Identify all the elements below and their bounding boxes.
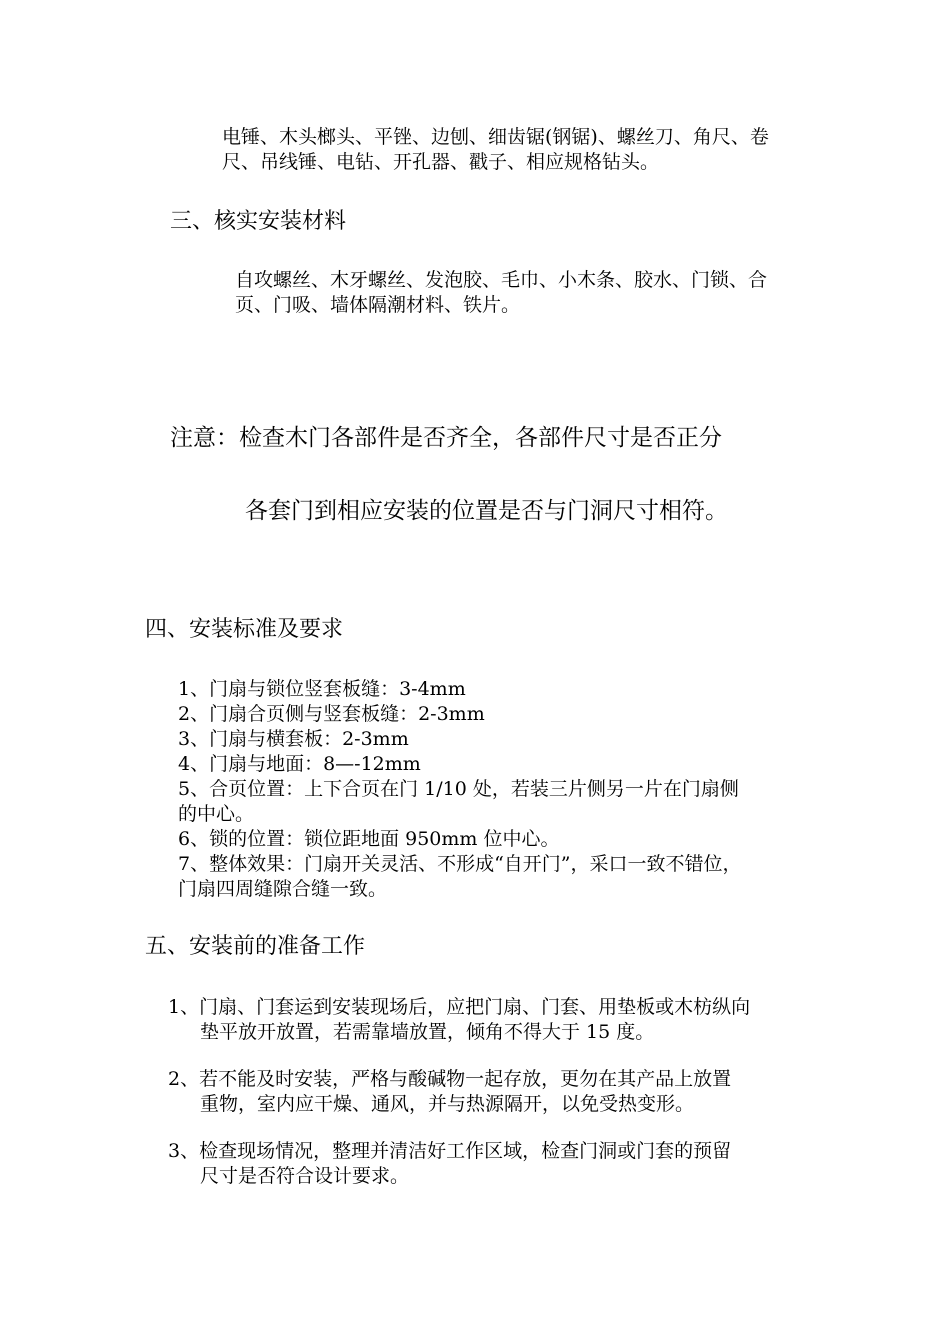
notice-line-1: 注意：检查木门各部件是否齐全，各部件尺寸是否正分 <box>170 425 722 451</box>
standards-line-1: 1、门扇与锁位竖套板缝：3-4mm <box>178 678 466 700</box>
standards-line-8: 7、整体效果：门扇开关灵活、不形成“自开门”，采口一致不错位， <box>178 853 742 875</box>
tools-line-1: 电锤、木头榔头、平锉、边刨、细齿锯(钢锯)、螺丝刀、角尺、卷 <box>222 126 769 148</box>
notice-line-2: 各套门到相应安装的位置是否与门洞尺寸相符。 <box>245 498 728 524</box>
tools-line-2: 尺、吊线锤、电钻、开孔器、戳子、相应规格钻头。 <box>222 151 660 173</box>
prep-item-1 <box>168 995 750 1045</box>
standards-line-6: 的中心。 <box>178 803 255 825</box>
prep-item-3-line-2: 尺寸是否符合设计要求。 <box>200 1165 410 1187</box>
prep-item-3-line-1: 3、检查现场情况，整理并清洁好工作区域，检查门洞或门套的预留 <box>168 1140 732 1162</box>
standards-line-3: 3、门扇与横套板：2-3mm <box>178 728 409 750</box>
materials-paragraph <box>235 268 767 318</box>
prep-item-3 <box>168 1139 731 1189</box>
standards-line-7: 6、锁的位置：锁位距地面 950mm 位中心。 <box>178 828 560 850</box>
standards-line-5: 5、合页位置：上下合页在门 1/10 处，若装三片侧另一片在门扇侧 <box>178 778 739 800</box>
prep-item-1-line-2: 垫平放开放置，若需靠墙放置，倾角不得大于 15 度。 <box>200 1021 655 1043</box>
standards-line-2: 2、门扇合页侧与竖套板缝：2-3mm <box>178 703 485 725</box>
section-5-heading: 五、安装前的准备工作 <box>145 934 366 959</box>
materials-line-2: 页、门吸、墙体隔潮材料、铁片。 <box>235 294 521 316</box>
prep-item-1-line-1: 1、门扇、门套运到安装现场后，应把门扇、门套、用垫板或木枋纵向 <box>168 996 751 1018</box>
prep-item-2-line-1: 2、若不能及时安装，严格与酸碱物一起存放，更勿在其产品上放置 <box>168 1068 732 1090</box>
materials-line-1: 自攻螺丝、木牙螺丝、发泡胶、毛巾、小木条、胶水、门锁、合 <box>235 269 768 291</box>
standards-line-4: 4、门扇与地面：8—-12mm <box>178 753 421 775</box>
tools-paragraph <box>222 125 769 175</box>
prep-item-2-line-2: 重物，室内应干燥、通风，并与热源隔开，以免受热变形。 <box>200 1093 695 1115</box>
section-3-heading: 三、核实安装材料 <box>170 209 347 234</box>
standards-line-9: 门扇四周缝隙合缝一致。 <box>178 878 388 900</box>
prep-item-2 <box>168 1067 731 1117</box>
standards-list <box>178 677 742 902</box>
section-4-heading: 四、安装标准及要求 <box>145 617 344 642</box>
